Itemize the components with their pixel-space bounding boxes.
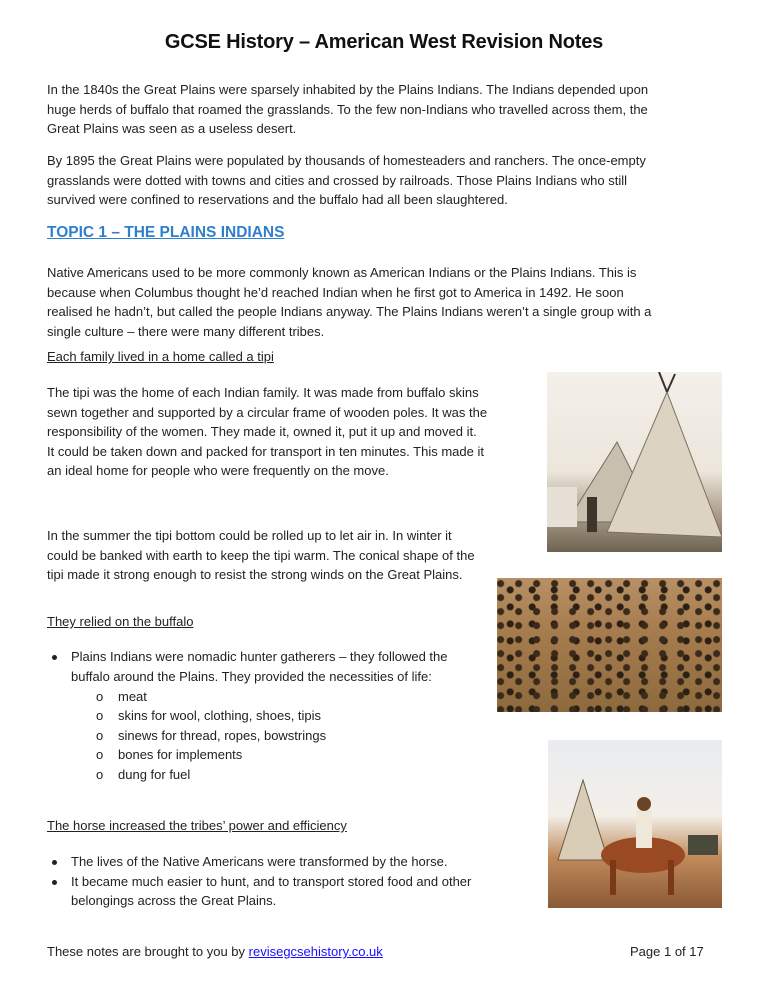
horse-rider-painting xyxy=(548,740,722,908)
topic-heading: TOPIC 1 – THE PLAINS INDIANS xyxy=(47,224,285,241)
text-line: sewn together and supported by a circular frame of wooden poles. It was the xyxy=(47,404,488,420)
horse-rider-illustration xyxy=(548,740,722,908)
sub-bullet-icon: o xyxy=(96,747,104,762)
intro-paragraph-1 xyxy=(47,80,648,139)
intro-paragraph-2 xyxy=(47,151,646,210)
text-line: huge herds of buffalo that roamed the grasslands. To the few non-Indians who travelled across them, the xyxy=(47,101,648,117)
text-line: could be banked with earth to keep the tipi warm. The conical shape of the xyxy=(47,547,475,563)
text-line: Great Plains was seen as a useless desert. xyxy=(47,121,297,136)
text-line: survived were confined to reservations and the buffalo had all been slaughtered. xyxy=(47,192,508,207)
tipi-paragraph-2 xyxy=(47,526,475,585)
text-line: single culture – there were many different tribes. xyxy=(47,323,325,339)
topic-intro-paragraph xyxy=(47,263,651,341)
list-item: dung for fuel xyxy=(118,766,191,782)
tipi-heading: Each family lived in a home called a tipi xyxy=(47,349,274,364)
list-item: meat xyxy=(118,688,147,704)
list-item: sinews for thread, ropes, bowstrings xyxy=(118,727,327,743)
text-line: responsibility of the women. They made it, owned it, put it up and moved it. xyxy=(47,424,477,439)
text-line: In the summer the tipi bottom could be rolled up to let air in. In winter it xyxy=(47,528,452,543)
bullet-icon xyxy=(52,655,57,660)
text-line: grasslands were dotted with towns and cities and crossed by railroads. Those Plains Indians who still xyxy=(47,172,628,188)
footer-text: These notes are brought to you by xyxy=(47,944,249,959)
text-line: It could be taken down and packed for transport in ten minutes. This made it xyxy=(47,443,484,459)
sub-bullet-icon: o xyxy=(96,766,104,782)
buffalo-herd-photo xyxy=(497,578,722,712)
horse-heading: The horse increased the tribes’ power and efficiency xyxy=(47,818,347,833)
text-line: It became much easier to hunt, and to transport stored food and other xyxy=(71,873,472,889)
buffalo-heading: They relied on the buffalo xyxy=(47,614,194,629)
text-line: The tipi was the home of each Indian family. It was made from buffalo skins xyxy=(47,385,479,400)
page-number: Page 1 of 17 xyxy=(630,944,704,959)
text-line: realised he hadn’t, but called the people Indians anyway. The Plains Indians weren’t a single group with a xyxy=(47,304,652,319)
tipi-photo xyxy=(547,372,722,552)
bullet-icon xyxy=(52,880,57,885)
buffalo-bullet xyxy=(71,647,448,686)
text-line: tipi made it strong enough to resist the strong winds on the Great Plains. xyxy=(47,567,463,582)
text-line: buffalo around the Plains. They provided the necessities of life: xyxy=(71,668,432,684)
list-item: skins for wool, clothing, shoes, tipis xyxy=(118,708,322,723)
list-item: bones for implements xyxy=(118,747,243,762)
text-line: an ideal home for people who were frequently on the move. xyxy=(47,463,389,478)
document-title: GCSE History – American West Revision Notes xyxy=(164,31,604,53)
text-line: Native Americans used to be more commonly known as American Indians or the Plains Indians. This is xyxy=(47,265,637,280)
footer xyxy=(47,942,383,962)
sub-bullet-icon: o xyxy=(96,708,104,723)
sub-bullet-icon: o xyxy=(96,727,104,743)
bullet-icon xyxy=(52,860,57,865)
text-line: because when Columbus thought he’d reached Indian when he first got to America in 1492. He soon xyxy=(47,284,624,300)
tipi-illustration xyxy=(547,372,722,552)
sub-bullet-icon: o xyxy=(96,688,104,704)
tipi-paragraph-1 xyxy=(47,383,487,481)
text-line: Plains Indians were nomadic hunter gatherers – they followed the xyxy=(71,649,448,664)
text-line: belongings across the Great Plains. xyxy=(71,893,277,908)
horse-bullet-2 xyxy=(71,872,471,911)
footer-link[interactable]: revisegcsehistory.co.uk xyxy=(248,944,383,959)
horse-bullet-1: The lives of the Native Americans were transformed by the horse. xyxy=(71,854,448,869)
text-line: By 1895 the Great Plains were populated by thousands of homesteaders and ranchers. The once-empty xyxy=(47,153,646,168)
text-line: In the 1840s the Great Plains were sparsely inhabited by the Plains Indians. The Indians depended upon xyxy=(47,82,649,97)
